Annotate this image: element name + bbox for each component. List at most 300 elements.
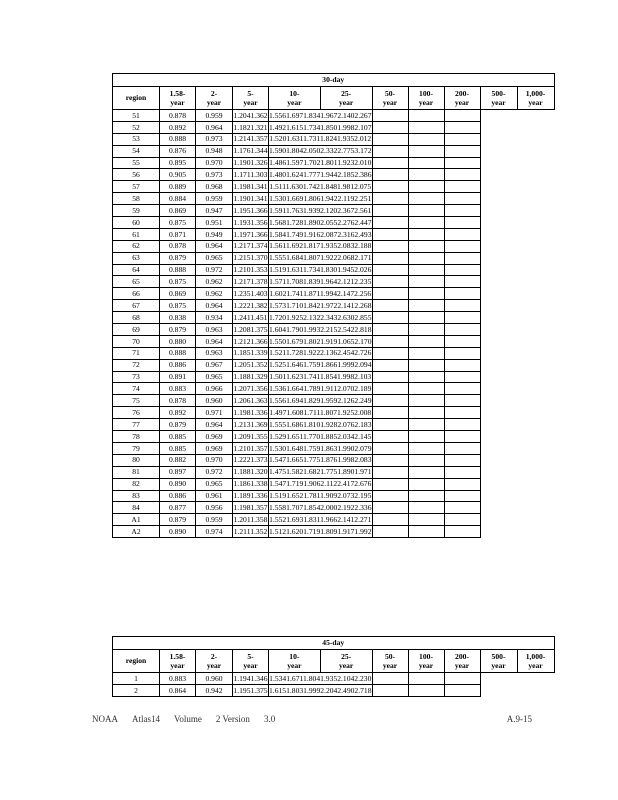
empty-cell (444, 324, 480, 336)
empty-cell (408, 466, 444, 478)
value-cell: 0.949 (196, 228, 233, 240)
region-cell: 69 (113, 324, 160, 336)
empty-cell (408, 684, 444, 696)
empty-cell (444, 395, 480, 407)
table-row (113, 240, 555, 252)
value-cell: 1.6041.7901.9932.2152.5422.818 (269, 324, 372, 334)
value-cell: 0.964 (196, 121, 233, 133)
header-line: year (454, 661, 470, 670)
value-cell: 1.5121.6201.7191.8091.9171.992 (269, 526, 372, 536)
value-cell: 0.890 (160, 526, 196, 538)
header-line: 100- (419, 652, 433, 661)
empty-cell (444, 347, 480, 359)
footer-part: NOAA (92, 714, 118, 724)
empty-cell (444, 157, 480, 169)
value-cell: 1.2131.369 (233, 419, 268, 429)
empty-cell (408, 181, 444, 193)
return-period-header (233, 650, 269, 673)
empty-cell (444, 288, 480, 300)
value-cell: 0.959 (196, 110, 233, 122)
value-cell: 1.2091.355 (233, 431, 268, 441)
value-cell: 1.6021.7411.8711.9942.1472.256 (269, 289, 372, 298)
value-cell: 0.875 (160, 300, 196, 312)
value-cell: 0.962 (196, 276, 233, 288)
empty-cell (444, 240, 480, 252)
empty-cell (408, 300, 444, 312)
value-cell: 1.2111.352 (233, 526, 268, 536)
column-header-row (113, 650, 555, 673)
region-cell: 59 (113, 205, 160, 217)
header-line: 50- (384, 89, 396, 98)
region-cell: 57 (113, 181, 160, 193)
value-cell: 0.875 (160, 217, 196, 229)
value-cell: 1.2011.358 (233, 514, 268, 524)
empty-cell (408, 383, 444, 395)
header-line: year (170, 98, 185, 107)
value-cell: 1.5291.6511.7701.8852.0342.145 (269, 431, 372, 441)
value-cell: 1.1971.366 (233, 229, 268, 239)
return-period-header (444, 87, 480, 110)
value-cell: 0.942 (196, 684, 233, 696)
value-cell: 0.877 (160, 502, 196, 514)
value-cell: 1.1861.338 (233, 479, 268, 489)
value-cell: 0.972 (196, 264, 233, 276)
header-line: year (418, 661, 434, 670)
value-cell: 1.5341.6711.8041.9352.1042.230 (269, 673, 372, 683)
region-cell: 75 (113, 395, 160, 407)
empty-cell (444, 383, 480, 395)
header-line: 1,000- (525, 652, 546, 661)
value-cell: 0.878 (160, 395, 196, 407)
value-cell: 1.1951.375 (233, 685, 268, 695)
empty-cell (372, 442, 408, 454)
frequency-table-45-day (112, 636, 555, 697)
value-cell: 1.2351.403 (233, 289, 268, 298)
empty-cell (372, 157, 408, 169)
table-row (113, 419, 555, 431)
empty-cell (408, 419, 444, 431)
empty-cell (444, 300, 480, 312)
region-cell: 66 (113, 288, 160, 300)
value-cell: 1.1981.357 (233, 503, 268, 513)
value-cell: 1.2101.353 (233, 265, 268, 275)
empty-cell (372, 110, 408, 122)
empty-cell (372, 133, 408, 145)
value-cell: 1.5301.6481.7591.8631.9902.079 (269, 443, 372, 453)
header-line: year (382, 98, 398, 107)
value-cell: 0.885 (160, 431, 196, 443)
region-column-header: region (113, 650, 160, 673)
region-cell: 80 (113, 454, 160, 466)
value-cell: 1.1981.336 (233, 407, 268, 417)
value-cell: 1.5561.6971.8341.9672.1402.267 (269, 110, 372, 120)
return-period-header (160, 87, 196, 110)
value-cell: 0.888 (160, 133, 196, 145)
empty-cell (444, 466, 480, 478)
value-cell: 0.948 (196, 145, 233, 157)
header-line: 25- (341, 652, 352, 661)
value-cell: 0.969 (196, 442, 233, 454)
region-cell: 82 (113, 478, 160, 490)
table-row (113, 514, 555, 526)
value-cell: 0.891 (160, 371, 196, 383)
value-cell: 1.1931.356 (233, 217, 268, 227)
value-cell: 1.5301.6691.8061.9422.1192.251 (269, 193, 372, 203)
value-cell: 1.1951.366 (233, 205, 268, 215)
value-cell: 0.905 (160, 169, 196, 181)
value-cell: 0.964 (196, 419, 233, 431)
value-cell: 1.1851.339 (233, 348, 268, 358)
empty-cell (444, 335, 480, 347)
value-cell: 0.886 (160, 359, 196, 371)
value-cell: 1.1981.341 (233, 181, 268, 191)
empty-cell (408, 502, 444, 514)
empty-cell (408, 205, 444, 217)
region-cell: 63 (113, 252, 160, 264)
empty-cell (372, 288, 408, 300)
value-cell: 1.5501.6791.8021.9191.0652.170 (269, 336, 372, 346)
header-line: year (170, 661, 185, 670)
empty-cell (408, 490, 444, 502)
empty-cell (372, 490, 408, 502)
value-cell: 0.882 (160, 454, 196, 466)
value-cell: 0.879 (160, 514, 196, 526)
return-period-header (408, 87, 444, 110)
return-period-header (160, 650, 196, 673)
empty-cell (372, 312, 408, 324)
empty-cell (408, 454, 444, 466)
table-row (113, 478, 555, 490)
value-cell: 0.880 (160, 335, 196, 347)
value-cell: 0.879 (160, 252, 196, 264)
value-cell: 0.963 (196, 324, 233, 336)
header-line: 200- (455, 652, 469, 661)
return-period-header (517, 650, 554, 673)
empty-cell (372, 145, 408, 157)
value-cell: 0.875 (160, 276, 196, 288)
table-row (113, 276, 555, 288)
empty-cell (408, 288, 444, 300)
region-cell: 84 (113, 502, 160, 514)
table-row (113, 252, 555, 264)
empty-cell (444, 252, 480, 264)
return-period-header (320, 87, 372, 110)
table-duration-title: 45-day (113, 637, 555, 650)
header-line: year (382, 661, 398, 670)
value-cell: 0.890 (160, 478, 196, 490)
value-cell: 0.869 (160, 205, 196, 217)
value-cell: 0.956 (196, 502, 233, 514)
empty-cell (408, 121, 444, 133)
return-period-header (517, 87, 554, 110)
empty-cell (444, 205, 480, 217)
empty-cell (444, 526, 480, 538)
empty-cell (372, 502, 408, 514)
value-cell: 0.888 (160, 347, 196, 359)
empty-cell (444, 181, 480, 193)
header-line: 50- (384, 652, 396, 661)
empty-cell (408, 478, 444, 490)
value-cell: 0.970 (196, 454, 233, 466)
header-line: 2- (210, 652, 218, 661)
header-line: 5- (247, 89, 254, 98)
header-line: 500- (491, 89, 506, 98)
table-row (113, 157, 555, 169)
header-line: year (338, 661, 354, 670)
value-cell: 0.963 (196, 347, 233, 359)
value-cell: 1.4971.6081.7111.8071.9252.008 (269, 407, 372, 417)
value-cell: 1.5471.7191.9062.1122.4172.676 (269, 479, 372, 489)
table-row (113, 466, 555, 478)
value-cell: 1.2041.362 (233, 110, 268, 120)
value-cell: 1.2151.370 (233, 253, 268, 263)
region-cell: 60 (113, 217, 160, 229)
header-line: year (206, 98, 222, 107)
column-header-row (113, 87, 555, 110)
value-cell: 1.2141.357 (233, 134, 268, 144)
table-row (113, 431, 555, 443)
value-cell: 0.959 (196, 193, 233, 205)
value-cell: 1.5581.7071.8542.0002.1922.336 (269, 503, 372, 513)
value-cell: 1.5841.7491.9162.0872.3162.493 (269, 229, 372, 239)
value-cell: 0.879 (160, 324, 196, 336)
empty-cell (372, 526, 408, 538)
value-cell: 0.964 (196, 240, 233, 252)
header-line: year (418, 98, 434, 107)
table-duration-title: 30-day (113, 74, 555, 87)
empty-cell (408, 395, 444, 407)
empty-cell (372, 514, 408, 526)
return-period-header (480, 87, 517, 110)
value-cell: 1.5361.6641.7891.9112.0702.189 (269, 384, 372, 394)
empty-cell (444, 478, 480, 490)
value-cell: 1.4801.6241.7771.9442.1852.386 (269, 170, 372, 180)
region-cell: A2 (113, 526, 160, 538)
region-column-header: region (113, 87, 160, 110)
value-cell: 1.5911.7631.9392.1202.3672.561 (269, 205, 372, 215)
value-cell: 1.2101.357 (233, 443, 268, 453)
value-cell: 1.5731.7101.8421.9722.1412.268 (269, 300, 372, 310)
value-cell: 1.2051.352 (233, 360, 268, 370)
region-cell: 70 (113, 335, 160, 347)
region-cell: 81 (113, 466, 160, 478)
value-cell: 1.2121.366 (233, 336, 268, 346)
value-cell: 0.962 (196, 288, 233, 300)
footer-part: 3.0 (263, 714, 276, 724)
table-body (113, 673, 555, 697)
value-cell: 1.5111.6301.7421.8481.9812.075 (269, 181, 372, 191)
region-cell: 64 (113, 264, 160, 276)
empty-cell (444, 359, 480, 371)
value-cell: 1.5551.6861.8101.9282.0762.183 (269, 419, 372, 429)
table-row (113, 228, 555, 240)
return-period-header (372, 87, 408, 110)
value-cell: 1.2061.363 (233, 396, 268, 406)
value-cell: 1.1711.303 (233, 170, 268, 180)
table-row (113, 312, 555, 324)
header-line: 200- (455, 89, 469, 98)
table-row (113, 133, 555, 145)
value-cell: 1.2221.382 (233, 300, 268, 310)
table-row (113, 324, 555, 336)
value-cell: 0.969 (196, 431, 233, 443)
value-cell: 0.973 (196, 133, 233, 145)
empty-cell (372, 395, 408, 407)
empty-cell (444, 502, 480, 514)
value-cell: 0.964 (196, 335, 233, 347)
empty-cell (408, 264, 444, 276)
empty-cell (444, 193, 480, 205)
region-cell: 53 (113, 133, 160, 145)
empty-cell (372, 371, 408, 383)
empty-cell (444, 673, 480, 685)
value-cell: 1.4921.6151.7341.8501.9982.107 (269, 122, 372, 132)
value-cell: 0.965 (196, 252, 233, 264)
empty-cell (372, 324, 408, 336)
header-line: year (528, 98, 543, 107)
table-row (113, 395, 555, 407)
empty-cell (408, 276, 444, 288)
value-cell: 0.888 (160, 264, 196, 276)
empty-cell (408, 431, 444, 443)
footer-page-number: A.9-15 (506, 714, 532, 724)
value-cell: 1.6151.8031.9992.2042.4902.718 (269, 685, 372, 695)
empty-cell (372, 264, 408, 276)
table-row (113, 121, 555, 133)
empty-cell (372, 673, 408, 685)
empty-cell (444, 431, 480, 443)
region-cell: 76 (113, 407, 160, 419)
region-cell: 62 (113, 240, 160, 252)
region-cell: 74 (113, 383, 160, 395)
empty-cell (408, 217, 444, 229)
value-cell: 0.838 (160, 312, 196, 324)
value-cell: 0.972 (196, 466, 233, 478)
empty-cell (372, 240, 408, 252)
value-cell: 0.879 (160, 419, 196, 431)
region-cell: 1 (113, 673, 160, 685)
region-cell: 55 (113, 157, 160, 169)
value-cell: 1.5471.6651.7751.8761.9982.083 (269, 455, 372, 465)
value-cell: 0.871 (160, 228, 196, 240)
header-line: 25- (341, 89, 352, 98)
return-period-header (196, 650, 233, 673)
header-line: year (287, 661, 302, 670)
region-cell: 83 (113, 490, 160, 502)
header-line: year (243, 98, 258, 107)
table-row (113, 454, 555, 466)
empty-cell (372, 121, 408, 133)
value-cell: 0.960 (196, 673, 233, 685)
value-cell: 0.883 (160, 383, 196, 395)
value-cell: 1.1881.329 (233, 372, 268, 382)
table-row (113, 673, 555, 685)
value-cell: 0.884 (160, 193, 196, 205)
empty-cell (408, 514, 444, 526)
value-cell: 1.5681.7281.8902.0552.2762.447 (269, 217, 372, 227)
value-cell: 1.2071.356 (233, 384, 268, 394)
region-cell: 54 (113, 145, 160, 157)
region-cell: 52 (113, 121, 160, 133)
empty-cell (372, 419, 408, 431)
region-cell: 73 (113, 371, 160, 383)
value-cell: 1.2171.378 (233, 277, 268, 287)
value-cell: 0.965 (196, 478, 233, 490)
table-row (113, 371, 555, 383)
empty-cell (408, 193, 444, 205)
table-row (113, 442, 555, 454)
table-body (113, 110, 555, 538)
value-cell: 1.5191.6521.7811.9092.0732.195 (269, 491, 372, 501)
empty-cell (372, 300, 408, 312)
footer-part: Volume (174, 714, 202, 724)
header-line: 10- (289, 652, 300, 661)
region-cell: 2 (113, 684, 160, 696)
region-cell: 72 (113, 359, 160, 371)
value-cell: 1.5901.8042.0502.3322.7753.172 (269, 146, 372, 156)
value-cell: 1.2081.375 (233, 324, 268, 334)
footer-part: Atlas14 (132, 714, 160, 724)
region-cell: 79 (113, 442, 160, 454)
footer-publication (92, 714, 289, 724)
table-row (113, 502, 555, 514)
empty-cell (408, 335, 444, 347)
header-line: 500- (491, 652, 506, 661)
value-cell: 1.5011.6231.7411.8541.9982.103 (269, 372, 372, 382)
header-line: year (243, 661, 258, 670)
header-line: year (491, 98, 506, 107)
header-line: year (338, 98, 354, 107)
value-cell: 1.4751.5821.6821.7751.8901.971 (269, 467, 372, 477)
table-row (113, 169, 555, 181)
value-cell: 0.869 (160, 288, 196, 300)
empty-cell (444, 490, 480, 502)
empty-cell (408, 240, 444, 252)
region-cell: 71 (113, 347, 160, 359)
empty-cell (372, 181, 408, 193)
value-cell: 0.960 (196, 395, 233, 407)
header-line: year (454, 98, 470, 107)
value-cell: 0.961 (196, 490, 233, 502)
empty-cell (372, 252, 408, 264)
empty-cell (444, 217, 480, 229)
value-cell: 0.974 (196, 526, 233, 538)
value-cell: 0.889 (160, 181, 196, 193)
value-cell: 0.951 (196, 217, 233, 229)
empty-cell (444, 110, 480, 122)
empty-cell (408, 312, 444, 324)
value-cell: 0.966 (196, 383, 233, 395)
value-cell: 0.892 (160, 121, 196, 133)
value-cell: 1.5711.7081.8391.9642.1212.235 (269, 277, 372, 287)
empty-cell (408, 145, 444, 157)
empty-cell (444, 419, 480, 431)
empty-cell (408, 157, 444, 169)
empty-cell (444, 169, 480, 181)
empty-cell (372, 359, 408, 371)
empty-cell (444, 121, 480, 133)
value-cell: 1.2171.374 (233, 241, 268, 251)
empty-cell (444, 145, 480, 157)
empty-cell (408, 133, 444, 145)
empty-cell (372, 205, 408, 217)
value-cell: 0.971 (196, 407, 233, 419)
empty-cell (408, 359, 444, 371)
region-cell: 68 (113, 312, 160, 324)
empty-cell (372, 383, 408, 395)
value-cell: 1.5201.6311.7311.8241.9352.012 (269, 134, 372, 144)
return-period-header (269, 87, 321, 110)
